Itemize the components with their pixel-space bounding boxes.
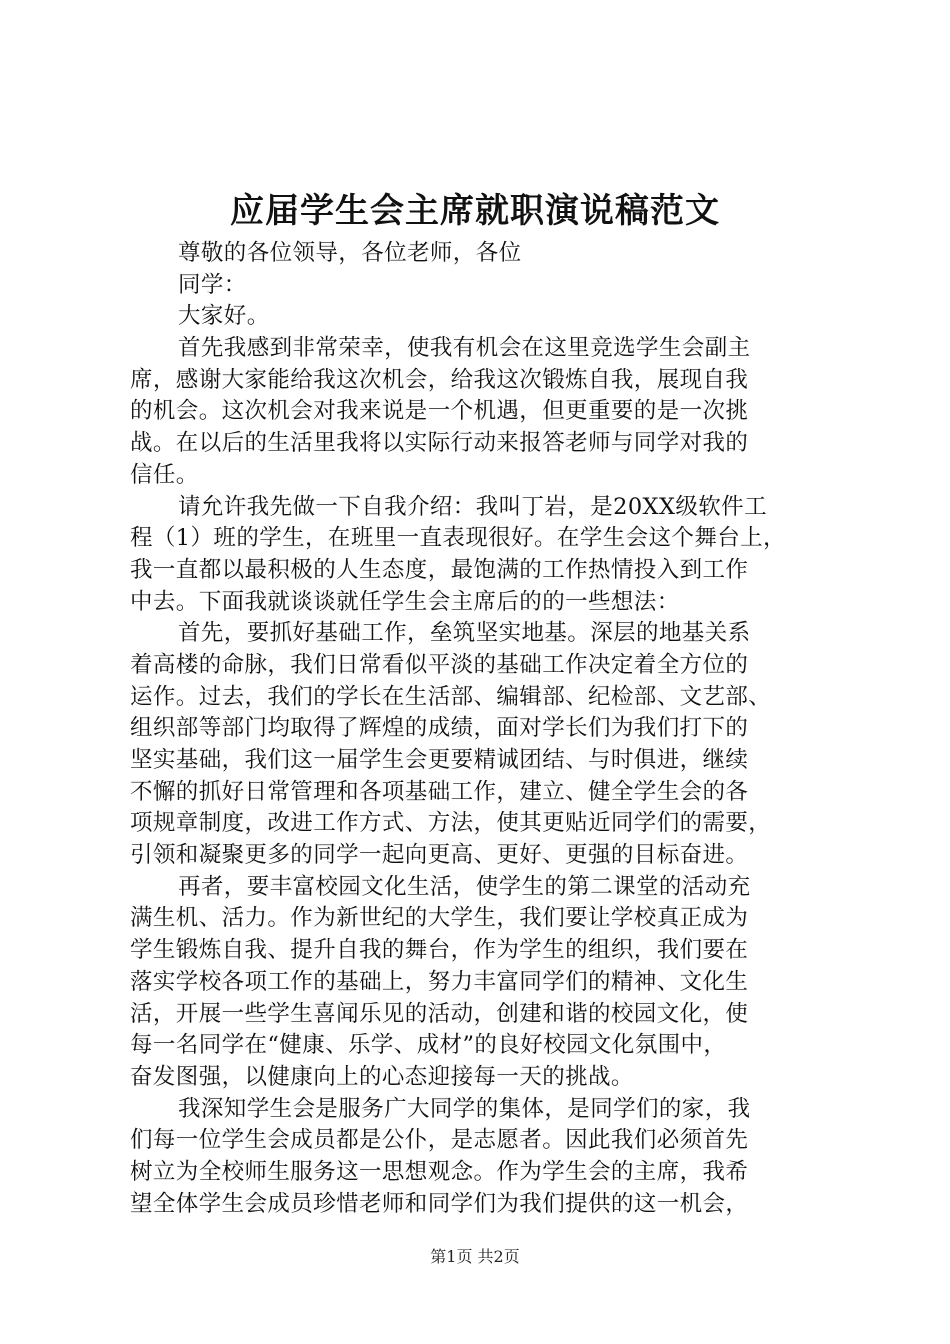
text-line: 树立为全校师生服务这一思想观念。作为学生会的主席，我希 <box>130 1158 749 1185</box>
text-line: 学生锻炼自我、提升自我的舞台，作为学生的组织，我们要在 <box>130 937 749 964</box>
text-line: 席，感谢大家能给我这次机会，给我这次锻炼自我，展现自我 <box>130 366 749 393</box>
text-line: 中去。下面我就谈谈就任学生会主席后的的一些想法： <box>130 588 680 615</box>
text-line: 望全体学生会成员珍惜老师和同学们为我们提供的这一机会， <box>130 1190 749 1217</box>
text-line: 程（1）班的学生，在班里一直表现很好。在学生会这个舞台上， <box>130 525 786 552</box>
text-line: 的机会。这次机会对我来说是一个机遇，但更重要的是一次挑 <box>130 398 749 425</box>
page-footer: 第1页 共2页 <box>430 1247 520 1266</box>
text-line: 着高楼的命脉，我们日常看似平淡的基础工作决定着全方位的 <box>130 651 749 678</box>
text-line: 运作。过去，我们的学长在生活部、编辑部、纪检部、文艺部、 <box>130 683 772 710</box>
text-line: 满生机、活力。作为新世纪的大学生，我们要让学校真正成为 <box>130 905 749 932</box>
text-line: 同学： <box>178 271 247 298</box>
text-line: 我深知学生会是服务广大同学的集体，是同学们的家，我 <box>178 1095 751 1122</box>
text-line: 我一直都以最积极的人生态度，最饱满的工作热情投入到工作 <box>130 556 749 583</box>
text-line: 再者，要丰富校园文化生活，使学生的第二课堂的活动充 <box>178 873 751 900</box>
text-line: 请允许我先做一下自我介绍：我叫丁岩，是20XX级软件工 <box>178 493 767 520</box>
text-line: 们每一位学生会成员都是公仆，是志愿者。因此我们必须首先 <box>130 1127 749 1154</box>
document-body <box>130 238 830 1220</box>
text-line: 每一名同学在“健康、乐学、成材”的良好校园文化氛围中， <box>130 1032 727 1059</box>
document-title: 应届学生会主席就职演说稿范文 <box>230 191 720 231</box>
text-line: 引领和凝聚更多的同学一起向更高、更好、更强的目标奋进。 <box>130 842 749 869</box>
text-line: 奋发图强，以健康向上的心态迎接每一天的挑战。 <box>130 1063 634 1090</box>
text-line: 信任。 <box>130 461 199 488</box>
text-line: 活，开展一些学生喜闻乐见的活动，创建和谐的校园文化，使 <box>130 1000 749 1027</box>
text-line: 尊敬的各位领导，各位老师，各位 <box>178 240 522 266</box>
text-line: 落实学校各项工作的基础上，努力丰富同学们的精神、文化生 <box>130 968 749 995</box>
text-line: 首先我感到非常荣幸，使我有机会在这里竞选学生会副主 <box>178 335 751 362</box>
text-line: 项规章制度，改进工作方式、方法，使其更贴近同学们的需要， <box>130 810 772 837</box>
text-line: 大家好。 <box>178 303 270 330</box>
text-line: 首先，要抓好基础工作，垒筑坚实地基。深层的地基关系 <box>178 620 751 647</box>
text-line: 坚实基础，我们这一届学生会更要精诚团结、与时俱进，继续 <box>130 747 749 773</box>
text-line: 战。在以后的生活里我将以实际行动来报答老师与同学对我的 <box>130 430 749 457</box>
text-line: 不懈的抓好日常管理和各项基础工作，建立、健全学生会的各 <box>130 778 749 805</box>
text-line: 组织部等部门均取得了辉煌的成绩，面对学长们为我们打下的 <box>130 715 749 742</box>
